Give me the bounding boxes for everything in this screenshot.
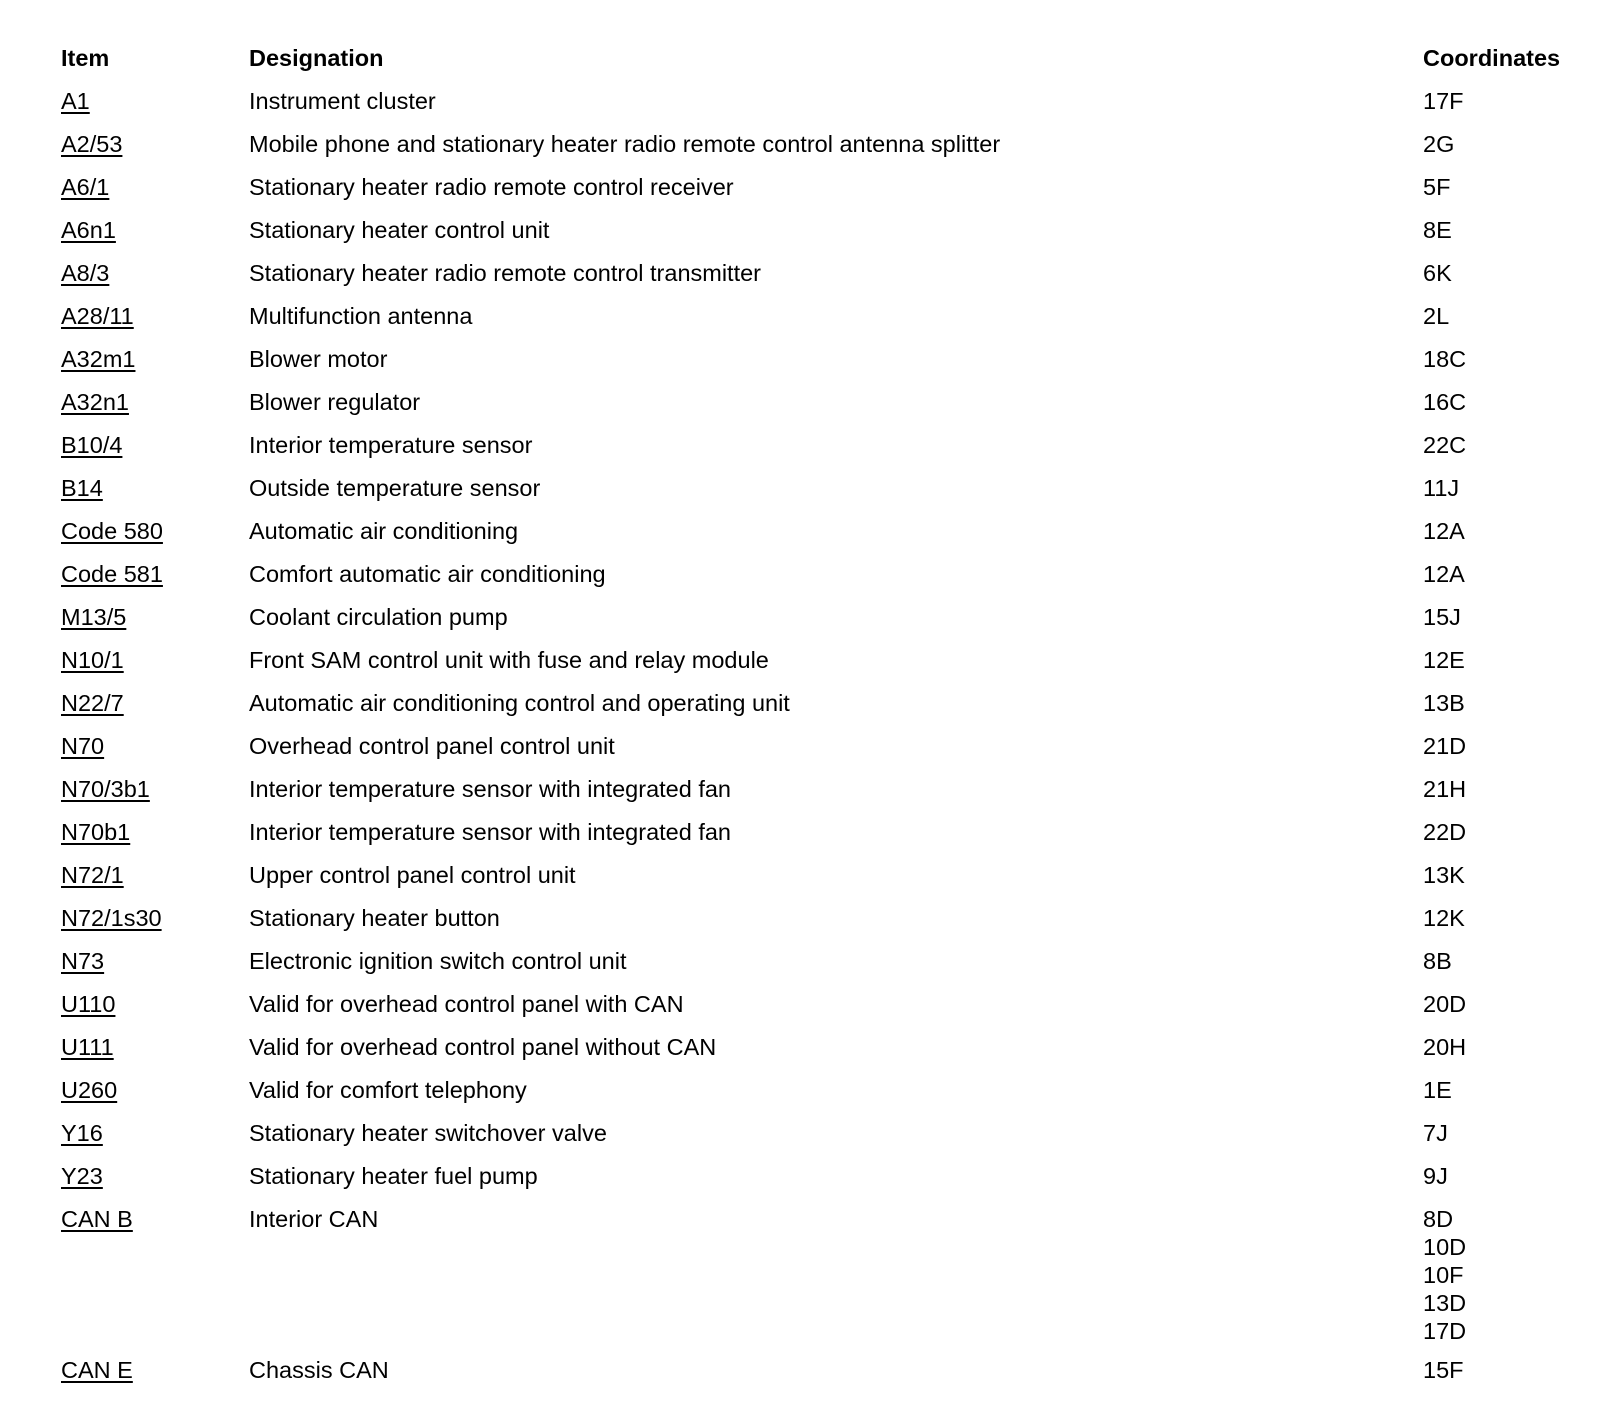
table-row <box>61 173 1581 216</box>
designation-text: Outside temperature sensor <box>249 475 541 501</box>
coordinate-value: 2G <box>1423 131 1455 157</box>
coordinate-value: 12K <box>1423 905 1465 931</box>
item-link[interactable]: N70 <box>61 733 105 759</box>
item-link[interactable]: N10/1 <box>61 647 124 673</box>
designation-text: Stationary heater radio remote control receiver <box>249 174 734 200</box>
coordinate-value: 22D <box>1423 819 1467 845</box>
designation-text: Automatic air conditioning control and operating unit <box>249 690 790 716</box>
item-link[interactable]: Code 580 <box>61 518 163 544</box>
item-link[interactable]: N72/1 <box>61 862 124 888</box>
coordinate-value: 12A <box>1423 518 1465 544</box>
coordinates-cell <box>1423 130 1454 158</box>
table-row <box>61 1205 1581 1356</box>
item-link[interactable]: B14 <box>61 475 103 501</box>
designation-text: Front SAM control unit with fuse and relay module <box>249 647 769 673</box>
table-header <box>61 44 1581 87</box>
coordinates-cell <box>1423 947 1452 975</box>
designation-text: Valid for overhead control panel without CAN <box>249 1034 717 1060</box>
coordinate-value: 8D <box>1423 1206 1454 1232</box>
item-link[interactable]: A2/53 <box>61 131 123 157</box>
table-row <box>61 947 1581 990</box>
coordinates-cell <box>1423 216 1452 244</box>
designation-text: Interior temperature sensor with integrated fan <box>249 776 732 802</box>
table-row <box>61 861 1581 904</box>
table-row <box>61 1076 1581 1119</box>
table-row <box>61 474 1581 517</box>
coordinates-cell <box>1423 861 1465 889</box>
item-link[interactable]: U260 <box>61 1077 118 1103</box>
item-link[interactable]: A28/11 <box>61 303 134 329</box>
coordinate-value: 21D <box>1423 733 1467 759</box>
designation-text: Blower regulator <box>249 389 421 415</box>
designation-text: Interior temperature sensor <box>249 432 533 458</box>
item-link[interactable]: N70/3b1 <box>61 776 150 802</box>
coordinates-cell <box>1423 818 1466 846</box>
designation-text: Interior temperature sensor with integrated fan <box>249 819 732 845</box>
table-row <box>61 689 1581 732</box>
item-link[interactable]: A6n1 <box>61 217 116 243</box>
table-row <box>61 216 1581 259</box>
designation-text: Blower motor <box>249 346 388 372</box>
coordinate-value: 8B <box>1423 948 1452 974</box>
table-row <box>61 431 1581 474</box>
table-row <box>61 302 1581 345</box>
designation-text: Stationary heater control unit <box>249 217 550 243</box>
coordinate-value: 1E <box>1423 1077 1452 1103</box>
table-row <box>61 775 1581 818</box>
item-link[interactable]: N72/1s30 <box>61 905 162 931</box>
coordinates-cell <box>1423 259 1452 287</box>
item-link[interactable]: U110 <box>61 991 116 1017</box>
designation-text: Valid for comfort telephony <box>249 1077 527 1103</box>
coordinates-cell <box>1423 474 1459 502</box>
designation-text: Overhead control panel control unit <box>249 733 615 759</box>
header-coordinates: Coordinates <box>1423 45 1561 71</box>
coordinates-cell <box>1423 345 1466 373</box>
designation-text: Mobile phone and stationary heater radio remote control antenna splitter <box>249 131 1001 157</box>
coordinate-value: 21H <box>1423 776 1467 802</box>
coordinates-cell <box>1423 517 1465 545</box>
coordinate-value: 20D <box>1423 991 1467 1017</box>
coordinate-value: 5F <box>1423 174 1451 200</box>
coordinate-value: 12E <box>1423 647 1465 673</box>
item-link[interactable]: Code 581 <box>61 561 163 587</box>
coordinate-value: 7J <box>1423 1120 1448 1146</box>
coordinates-cell <box>1423 775 1466 803</box>
item-link[interactable]: A32m1 <box>61 346 136 372</box>
coordinate-value: 10D <box>1423 1234 1467 1260</box>
table-row <box>61 603 1581 646</box>
designation-text: Upper control panel control unit <box>249 862 576 888</box>
designation-text: Electronic ignition switch control unit <box>249 948 627 974</box>
coordinates-cell <box>1423 1162 1448 1190</box>
item-link[interactable]: M13/5 <box>61 604 127 630</box>
designation-text: Comfort automatic air conditioning <box>249 561 606 587</box>
item-link[interactable]: N73 <box>61 948 105 974</box>
coordinate-value: 16C <box>1423 389 1467 415</box>
table-row <box>61 1162 1581 1205</box>
designation-text: Stationary heater fuel pump <box>249 1163 538 1189</box>
component-legend-table <box>61 44 1581 1399</box>
coordinate-value: 10F <box>1423 1262 1464 1288</box>
table-row <box>61 130 1581 173</box>
coordinate-value: 2L <box>1423 303 1450 329</box>
coordinate-value: 15F <box>1423 1357 1464 1383</box>
item-link[interactable]: CAN B <box>61 1206 133 1232</box>
table-row <box>61 388 1581 431</box>
coordinates-cell <box>1423 560 1465 588</box>
coordinate-value: 17F <box>1423 88 1464 114</box>
item-link[interactable]: A32n1 <box>61 389 129 415</box>
coordinate-value: 17D <box>1423 1318 1467 1344</box>
header-item: Item <box>61 45 110 71</box>
coordinate-value: 20H <box>1423 1034 1467 1060</box>
item-link[interactable]: A1 <box>61 88 90 114</box>
coordinates-cell <box>1423 732 1466 760</box>
coordinates-cell <box>1423 1119 1448 1147</box>
coordinate-value: 6K <box>1423 260 1452 286</box>
table-body <box>61 87 1581 1399</box>
coordinate-value: 8E <box>1423 217 1452 243</box>
table-row <box>61 990 1581 1033</box>
coordinate-value: 12A <box>1423 561 1465 587</box>
coordinates-cell <box>1423 1205 1466 1345</box>
item-link[interactable]: N70b1 <box>61 819 131 845</box>
item-link[interactable]: U111 <box>61 1034 114 1060</box>
table-row <box>61 646 1581 689</box>
table-row <box>61 87 1581 130</box>
coordinates-cell <box>1423 388 1466 416</box>
coordinate-value: 18C <box>1423 346 1467 372</box>
coordinate-value: 13B <box>1423 690 1465 716</box>
coordinates-cell <box>1423 689 1465 717</box>
table-row <box>61 1033 1581 1076</box>
table-row <box>61 1356 1581 1399</box>
table-row <box>61 732 1581 775</box>
table-row <box>61 1119 1581 1162</box>
designation-text: Stationary heater switchover valve <box>249 1120 607 1146</box>
coordinate-value: 11J <box>1423 475 1460 501</box>
designation-text: Valid for overhead control panel with CAN <box>249 991 684 1017</box>
coordinate-value: 13K <box>1423 862 1465 888</box>
header-designation: Designation <box>249 45 384 71</box>
table-row <box>61 560 1581 603</box>
coordinate-value: 15J <box>1423 604 1461 630</box>
item-link[interactable]: A8/3 <box>61 260 110 286</box>
designation-text: Automatic air conditioning <box>249 518 519 544</box>
coordinates-cell <box>1423 904 1465 932</box>
designation-text: Stationary heater radio remote control transmitter <box>249 260 762 286</box>
table-row <box>61 517 1581 560</box>
coordinates-cell <box>1423 87 1464 115</box>
coordinates-cell <box>1423 431 1466 459</box>
coordinates-cell <box>1423 1076 1452 1104</box>
designation-text: Multifunction antenna <box>249 303 473 329</box>
coordinates-cell <box>1423 1033 1466 1061</box>
coordinate-value: 22C <box>1423 432 1467 458</box>
coordinate-value: 9J <box>1423 1163 1448 1189</box>
item-link[interactable]: A6/1 <box>61 174 110 200</box>
coordinates-cell <box>1423 173 1450 201</box>
coordinate-value: 13D <box>1423 1290 1467 1316</box>
table-row <box>61 259 1581 302</box>
designation-text: Coolant circulation pump <box>249 604 508 630</box>
item-link[interactable]: B10/4 <box>61 432 123 458</box>
coordinates-cell <box>1423 603 1461 631</box>
coordinates-cell <box>1423 1356 1464 1384</box>
item-link[interactable]: Y16 <box>61 1120 103 1146</box>
coordinates-cell <box>1423 990 1466 1018</box>
item-link[interactable]: Y23 <box>61 1163 103 1189</box>
item-link[interactable]: N22/7 <box>61 690 124 716</box>
coordinates-cell <box>1423 302 1449 330</box>
designation-text: Chassis CAN <box>249 1357 389 1383</box>
coordinates-cell <box>1423 646 1465 674</box>
designation-text: Instrument cluster <box>249 88 436 114</box>
table-row <box>61 904 1581 947</box>
item-link[interactable]: CAN E <box>61 1357 133 1383</box>
designation-text: Interior CAN <box>249 1206 379 1232</box>
table-row <box>61 818 1581 861</box>
designation-text: Stationary heater button <box>249 905 500 931</box>
table-row <box>61 345 1581 388</box>
